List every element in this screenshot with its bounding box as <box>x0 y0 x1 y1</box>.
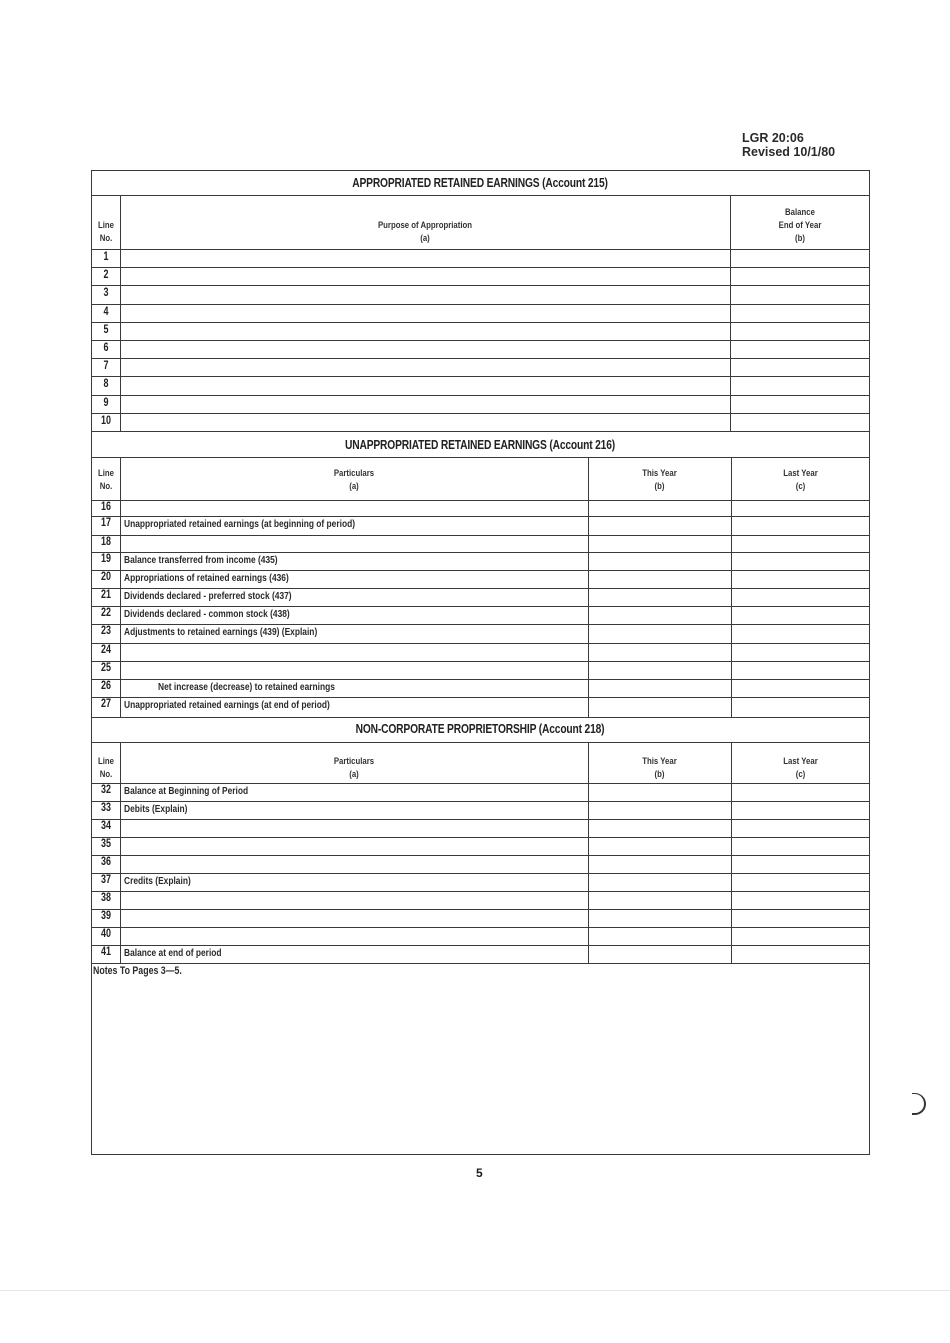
line-number: 41 <box>101 946 111 958</box>
last-year-field[interactable] <box>732 588 869 606</box>
line-number: 26 <box>101 680 111 692</box>
balance-field[interactable] <box>731 249 869 267</box>
this-year-field[interactable] <box>589 801 730 819</box>
this-year-field[interactable] <box>589 500 730 516</box>
section-216-title: UNAPPROPRIATED RETAINED EARNINGS (Account 216) <box>344 438 615 452</box>
last-year-field[interactable] <box>732 624 869 643</box>
balance-field[interactable] <box>731 267 869 285</box>
line-number: 23 <box>101 625 111 637</box>
particulars-label: Net increase (decrease) to retained earnings <box>158 681 335 693</box>
particulars-label: Balance transferred from income (435) <box>124 554 278 566</box>
line-number: 22 <box>101 607 111 619</box>
line-number: 38 <box>101 892 111 904</box>
line-number: 17 <box>101 517 111 529</box>
particulars-label: Balance at Beginning of Period <box>124 785 249 797</box>
particulars-label: Adjustments to retained earnings (439) (Explain) <box>124 626 318 638</box>
this-year-field[interactable] <box>589 873 730 891</box>
last-year-field[interactable] <box>732 819 869 837</box>
last-year-field[interactable] <box>732 801 869 819</box>
last-year-field[interactable] <box>732 606 869 624</box>
particulars-label: Dividends declared - preferred stock (437) <box>124 590 292 602</box>
last-year-field[interactable] <box>732 697 869 717</box>
purpose-field[interactable] <box>121 413 729 431</box>
divider <box>91 963 870 964</box>
purpose-field[interactable] <box>121 358 729 376</box>
line-number: 20 <box>101 571 111 583</box>
form-id: LGR 20:06 <box>742 131 804 145</box>
balance-field[interactable] <box>731 413 869 431</box>
particulars-label: Appropriations of retained earnings (436) <box>124 572 289 584</box>
balance-field[interactable] <box>731 395 869 413</box>
col-header-line-no: Line No. <box>97 220 115 244</box>
line-number: 2 <box>103 269 109 282</box>
purpose-field[interactable] <box>121 340 729 358</box>
line-number: 8 <box>103 378 109 391</box>
line-number: 39 <box>101 910 111 922</box>
col-header-line-no: Line No. <box>97 756 115 780</box>
last-year-field[interactable] <box>732 535 869 552</box>
last-year-field[interactable] <box>732 927 869 945</box>
section-218-title: NON-CORPORATE PROPRIETORSHIP (Account 218) <box>355 722 605 736</box>
line-number: 7 <box>103 360 109 373</box>
last-year-field[interactable] <box>732 855 869 873</box>
particulars-label: Debits (Explain) <box>124 803 188 815</box>
line-number: 33 <box>101 802 111 814</box>
notes-label: Notes To Pages 3—5. <box>93 965 182 977</box>
divider <box>91 431 870 432</box>
purpose-field[interactable] <box>121 267 729 285</box>
line-number: 5 <box>103 323 109 336</box>
divider <box>91 717 870 718</box>
line-number: 35 <box>101 838 111 850</box>
line-number: 6 <box>103 342 109 354</box>
line-number: 34 <box>101 820 111 832</box>
last-year-field[interactable] <box>732 643 869 661</box>
this-year-field[interactable] <box>589 927 730 945</box>
this-year-field[interactable] <box>589 552 730 570</box>
balance-field[interactable] <box>731 285 869 303</box>
col-header-last-year: Last Year (c) <box>783 468 818 492</box>
particulars-label: Dividends declared - common stock (438) <box>124 608 290 620</box>
balance-field[interactable] <box>731 304 869 322</box>
line-number: 4 <box>103 305 109 318</box>
line-number: 37 <box>101 874 111 886</box>
line-number: 9 <box>103 396 109 409</box>
this-year-field[interactable] <box>589 588 730 606</box>
balance-field[interactable] <box>731 376 869 394</box>
last-year-field[interactable] <box>732 873 869 891</box>
this-year-field[interactable] <box>589 783 730 801</box>
line-number: 40 <box>101 928 111 940</box>
line-number: 27 <box>101 698 111 710</box>
last-year-field[interactable] <box>732 552 869 570</box>
purpose-field[interactable] <box>121 322 729 340</box>
balance-field[interactable] <box>731 340 869 358</box>
purpose-field[interactable] <box>121 395 729 413</box>
particulars-label: Unappropriated retained earnings (at end of period) <box>124 699 330 711</box>
this-year-field[interactable] <box>589 661 730 679</box>
section-215-title: APPROPRIATED RETAINED EARNINGS (Account 215) <box>352 176 608 190</box>
purpose-field[interactable] <box>121 304 729 322</box>
particulars-label: Credits (Explain) <box>124 875 191 887</box>
line-number: 21 <box>101 589 111 601</box>
line-number: 19 <box>101 553 111 565</box>
last-year-field[interactable] <box>732 661 869 679</box>
line-number: 3 <box>103 287 109 300</box>
line-number: 36 <box>101 856 111 868</box>
revised-date: Revised 10/1/80 <box>742 145 836 159</box>
this-year-field[interactable] <box>589 606 730 624</box>
particulars-label: Unappropriated retained earnings (at beginning of period) <box>124 518 356 530</box>
this-year-field[interactable] <box>589 697 730 717</box>
line-number: 18 <box>101 536 111 548</box>
this-year-field[interactable] <box>589 570 730 588</box>
col-divider <box>120 457 121 717</box>
purpose-field[interactable] <box>121 285 729 303</box>
page-number: 5 <box>476 1166 483 1180</box>
last-year-field[interactable] <box>732 837 869 855</box>
last-year-field[interactable] <box>732 945 869 963</box>
form-stamp <box>742 131 835 159</box>
this-year-field[interactable] <box>589 945 730 963</box>
this-year-field[interactable] <box>589 643 730 661</box>
divider <box>91 742 870 743</box>
line-number: 24 <box>101 644 111 656</box>
balance-field[interactable] <box>731 358 869 376</box>
col-header-particulars: Particulars (a) <box>333 468 375 492</box>
this-year-field[interactable] <box>589 909 730 927</box>
this-year-field[interactable] <box>589 516 730 535</box>
col-header-particulars: Particulars (a) <box>333 756 375 780</box>
particulars-label: Balance at end of period <box>124 947 222 959</box>
this-year-field[interactable] <box>589 891 730 909</box>
line-number: 16 <box>101 501 111 513</box>
col-header-balance: Balance End of Year (b) <box>778 207 822 244</box>
col-divider <box>120 742 121 963</box>
last-year-field[interactable] <box>732 679 869 697</box>
divider <box>91 457 870 458</box>
this-year-field[interactable] <box>589 535 730 552</box>
scan-edge <box>0 1290 950 1291</box>
line-number: 32 <box>101 784 111 796</box>
notes-field[interactable] <box>93 982 868 1152</box>
last-year-field[interactable] <box>732 783 869 801</box>
col-header-purpose: Purpose of Appropriation (a) <box>377 220 473 244</box>
purpose-field[interactable] <box>121 249 729 267</box>
col-header-line-no: Line No. <box>97 468 115 492</box>
this-year-field[interactable] <box>589 855 730 873</box>
this-year-field[interactable] <box>589 837 730 855</box>
divider <box>91 195 870 196</box>
last-year-field[interactable] <box>732 570 869 588</box>
last-year-field[interactable] <box>732 516 869 535</box>
this-year-field[interactable] <box>589 819 730 837</box>
line-number: 1 <box>103 251 109 263</box>
col-header-last-year: Last Year (c) <box>783 756 818 780</box>
balance-field[interactable] <box>731 322 869 340</box>
col-header-this-year: This Year (b) <box>642 468 677 492</box>
last-year-field[interactable] <box>732 909 869 927</box>
line-number: 10 <box>101 414 111 427</box>
line-number: 25 <box>101 662 111 674</box>
last-year-field[interactable] <box>732 891 869 909</box>
binder-hook-icon <box>912 1093 926 1115</box>
col-header-this-year: This Year (b) <box>642 756 677 780</box>
this-year-field[interactable] <box>589 679 730 697</box>
last-year-field[interactable] <box>732 500 869 516</box>
this-year-field[interactable] <box>589 624 730 643</box>
purpose-field[interactable] <box>121 376 729 394</box>
